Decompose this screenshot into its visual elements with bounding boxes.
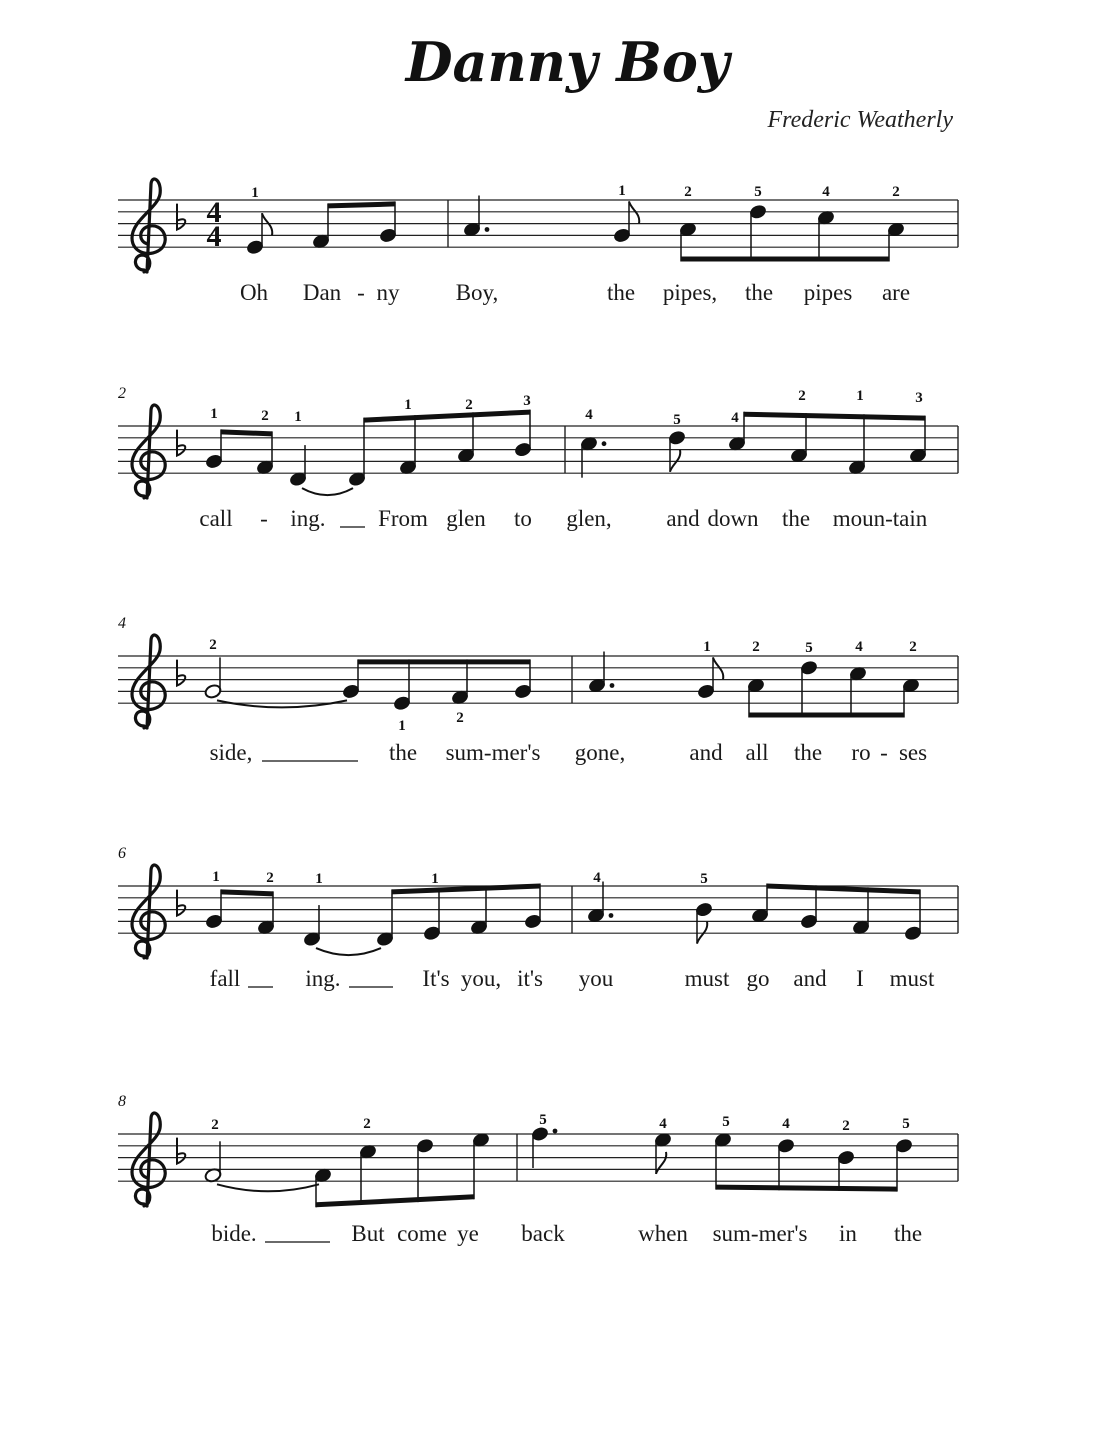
lyric-syllable: and — [689, 740, 723, 765]
fingering-number: 1 — [251, 185, 259, 201]
page-title: Danny Boy — [405, 30, 730, 94]
fingering-number: 5 — [539, 1112, 547, 1128]
fingering-number: 2 — [684, 184, 692, 200]
fingering-number: 2 — [266, 870, 274, 886]
lyric-syllable: pipes — [803, 280, 853, 305]
fingering-number: 4 — [585, 407, 593, 423]
lyric-syllable: ye — [457, 1221, 479, 1246]
fingering-number: 3 — [523, 393, 531, 409]
lyric-syllable: the — [793, 740, 823, 765]
treble-clef-icon — [132, 865, 165, 958]
fingering-number: 5 — [673, 412, 681, 428]
tie — [316, 948, 381, 955]
fingering-number: 2 — [209, 637, 217, 653]
lyric-syllable: ro — [851, 740, 871, 765]
beam — [364, 410, 530, 423]
beam — [749, 713, 904, 718]
lyric-syllable: to — [514, 506, 532, 531]
treble-clef-icon — [132, 1113, 165, 1206]
beam — [221, 429, 272, 436]
flat-key-signature-icon — [177, 660, 185, 686]
beam — [221, 889, 273, 896]
dot — [553, 1129, 558, 1134]
treble-clef-icon — [132, 635, 165, 728]
dot — [485, 227, 490, 232]
lyric-syllable: you — [578, 966, 614, 991]
lyric-syllable: in — [839, 1221, 857, 1246]
treble-clef-icon — [132, 405, 165, 498]
lyric-syllable: It's — [422, 966, 450, 991]
lyric-syllable: the — [781, 506, 811, 531]
beam — [744, 412, 925, 421]
lyric-syllable: ses — [898, 740, 928, 765]
fingering-number: 4 — [782, 1116, 790, 1132]
tie — [217, 700, 347, 707]
lyric-syllable: Oh — [239, 280, 269, 305]
fingering-number: 2 — [892, 184, 900, 200]
fingering-number: 2 — [261, 408, 269, 424]
fingering-number: 2 — [363, 1116, 371, 1132]
beam — [767, 884, 920, 895]
lyric-syllable: glen — [446, 506, 486, 531]
fingering-number: 5 — [754, 184, 762, 200]
lyric-syllable: down — [707, 506, 759, 531]
fingering-number: 2 — [211, 1117, 219, 1133]
flat-key-signature-icon — [177, 430, 185, 456]
fingering-number: 1 — [618, 183, 626, 199]
time-signature-top: 4 — [206, 196, 222, 229]
fingering-number: 4 — [731, 410, 739, 426]
beam — [358, 659, 530, 664]
fingering-number: 2 — [752, 639, 760, 655]
beam — [681, 257, 889, 262]
lyric-syllable: glen, — [566, 506, 612, 531]
time-signature-bottom: 4 — [206, 220, 222, 253]
lyric-syllable: the — [388, 740, 418, 765]
measure-number: 4 — [118, 615, 126, 632]
lyric-syllable: moun-tain — [832, 506, 928, 531]
lyric-syllable: - — [260, 506, 268, 531]
dot — [609, 913, 614, 918]
lyric-syllable: From — [378, 506, 428, 531]
lyric-syllable: come — [397, 1221, 447, 1246]
lyric-syllable: the — [893, 1221, 923, 1246]
fingering-number: 1 — [431, 871, 439, 887]
lyric-syllable: fall — [209, 966, 241, 991]
lyric-syllable: sum-mer's — [445, 740, 541, 765]
beam — [328, 201, 395, 208]
fingering-number: 4 — [855, 639, 863, 655]
note-flag — [697, 922, 707, 944]
flat-key-signature-icon — [177, 1138, 185, 1164]
lyric-syllable: it's — [517, 966, 543, 991]
treble-clef-icon — [132, 179, 165, 272]
lyric-syllable: Boy, — [455, 280, 499, 305]
fingering-number: 4 — [659, 1116, 667, 1132]
lyric-syllable: are — [881, 280, 911, 305]
lyric-syllable: gone, — [574, 740, 626, 765]
lyric-syllable: - — [880, 740, 888, 765]
note-flag — [713, 657, 723, 679]
lyric-syllable: the — [606, 280, 636, 305]
lyric-syllable: must — [684, 966, 730, 991]
lyric-syllable: ny — [376, 280, 400, 305]
measure-number: 6 — [118, 845, 126, 862]
lyric-syllable: But — [351, 1221, 385, 1246]
measure-number: 8 — [118, 1093, 126, 1110]
fingering-number: 1 — [212, 869, 220, 885]
lyric-syllable: must — [889, 966, 935, 991]
lyric-syllable: ing. — [305, 966, 341, 991]
beam — [316, 1194, 474, 1207]
lyric-syllable: bide. — [211, 1221, 257, 1246]
fingering-number: 2 — [456, 710, 464, 726]
lyric-syllable: Dan — [302, 280, 342, 305]
fingering-number: 2 — [842, 1118, 850, 1134]
fingering-number: 1 — [210, 406, 218, 422]
lyric-syllable: all — [745, 740, 769, 765]
fingering-number: 4 — [593, 870, 601, 886]
lyric-syllable: back — [521, 1221, 565, 1246]
staff-system — [118, 179, 958, 272]
fingering-number: 1 — [398, 718, 406, 734]
tie — [217, 1184, 319, 1191]
fingering-number: 3 — [915, 390, 923, 406]
fingering-number: 1 — [703, 639, 711, 655]
fingering-number: 1 — [404, 397, 412, 413]
lyric-syllable: ing. — [290, 506, 326, 531]
beam — [392, 884, 540, 895]
lyric-syllable: and — [666, 506, 700, 531]
lyric-syllable: I — [856, 966, 864, 991]
lyric-syllable: call — [199, 506, 233, 531]
lyric-syllable: the — [744, 280, 774, 305]
lyric-syllable: when — [638, 1221, 688, 1246]
tie — [302, 488, 353, 495]
note-flag — [656, 1152, 666, 1174]
fingering-number: 5 — [722, 1114, 730, 1130]
measure-number: 2 — [118, 385, 126, 402]
fingering-number: 2 — [798, 388, 806, 404]
lyric-syllable: pipes, — [662, 280, 718, 305]
dot — [602, 441, 607, 446]
lyric-syllable: go — [746, 966, 770, 991]
fingering-number: 1 — [315, 871, 323, 887]
fingering-number: 5 — [700, 871, 708, 887]
beam — [716, 1185, 897, 1192]
fingering-number: 1 — [294, 409, 302, 425]
fingering-number: 4 — [822, 184, 830, 200]
flat-key-signature-icon — [177, 204, 185, 230]
fingering-number: 2 — [465, 397, 473, 413]
lyric-syllable: sum-mer's — [712, 1221, 808, 1246]
lyric-syllable: and — [793, 966, 827, 991]
fingering-number: 5 — [805, 640, 813, 656]
fingering-number: 5 — [902, 1116, 910, 1132]
fingering-number: 2 — [909, 639, 917, 655]
lyric-syllable: you, — [460, 966, 502, 991]
lyric-syllable: side, — [209, 740, 253, 765]
dot — [610, 683, 615, 688]
composer-credit: Frederic Weatherly — [767, 107, 953, 133]
flat-key-signature-icon — [177, 890, 185, 916]
fingering-number: 1 — [856, 388, 864, 404]
lyric-syllable: - — [357, 280, 365, 305]
